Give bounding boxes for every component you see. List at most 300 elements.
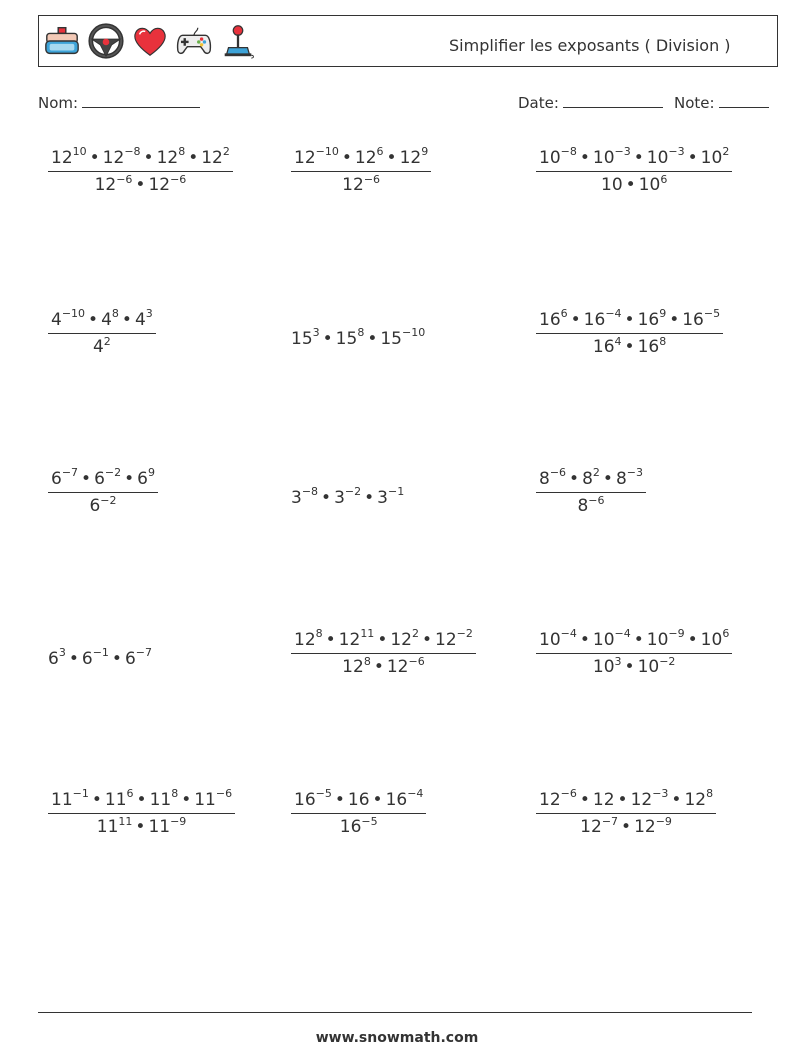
multiply-dot: •	[322, 328, 333, 349]
exponent: 6	[660, 172, 668, 186]
exponent: 4	[614, 334, 622, 348]
exponent: −2	[100, 493, 117, 507]
base: 11	[104, 789, 127, 810]
multiply-dot: •	[617, 789, 628, 810]
power-term	[539, 145, 577, 168]
multiply-dot: •	[602, 468, 613, 489]
power-term	[615, 466, 643, 489]
header-icons	[43, 22, 257, 60]
exponent: 9	[147, 466, 155, 479]
power-term	[637, 654, 676, 678]
base: 10	[646, 629, 669, 650]
base: 12	[102, 147, 125, 168]
base: 11	[149, 789, 172, 810]
numerator	[536, 467, 646, 493]
base: 10	[700, 629, 723, 650]
score-label: Note:	[674, 94, 715, 112]
power-term	[148, 172, 187, 196]
power-term	[634, 814, 672, 838]
base: 8	[582, 468, 593, 489]
multiply-dot: •	[569, 468, 580, 489]
power-term	[592, 654, 622, 678]
exponent: −4	[560, 627, 577, 640]
numerator	[291, 146, 431, 172]
base: 16	[637, 337, 660, 358]
multiply-dot: •	[579, 147, 590, 168]
footer-site: www.snowmath.com	[315, 1030, 479, 1046]
exponent: 10	[72, 145, 87, 158]
problem-6	[536, 308, 723, 357]
steering-wheel-icon	[87, 22, 125, 60]
power-term	[137, 466, 155, 489]
exponent: 8	[357, 326, 365, 339]
power-term	[294, 627, 323, 650]
exponent: 8	[171, 787, 179, 800]
power-term	[335, 326, 365, 349]
exponent: −10	[401, 326, 426, 339]
multiply-dot: •	[367, 328, 378, 349]
name-blank[interactable]	[82, 107, 200, 108]
exponent: −2	[456, 627, 473, 640]
problem-14	[291, 788, 426, 837]
exponent: 11	[360, 627, 375, 640]
exponent: −9	[655, 814, 672, 828]
base: 12	[338, 629, 361, 650]
problem-5	[291, 328, 425, 348]
power-term	[291, 485, 319, 508]
power-term	[51, 307, 86, 330]
base: 3	[377, 487, 388, 508]
numerator	[291, 628, 476, 654]
power-term	[48, 646, 66, 669]
multiply-dot: •	[364, 487, 375, 508]
problem-1	[48, 146, 233, 195]
multiply-dot: •	[579, 629, 590, 650]
numerator	[536, 308, 723, 334]
fraction	[48, 308, 156, 357]
base: 10	[592, 657, 615, 678]
date-blank[interactable]	[563, 107, 663, 108]
power-term	[577, 493, 605, 517]
multiply-dot: •	[687, 629, 698, 650]
power-term	[638, 172, 668, 196]
base: 16	[682, 309, 704, 330]
problem-11	[291, 628, 476, 677]
base: 12	[342, 175, 364, 196]
numerator	[536, 628, 732, 654]
footer-divider	[38, 1012, 752, 1013]
base: 10	[601, 175, 623, 196]
exponent: −8	[560, 145, 577, 158]
fraction	[48, 467, 158, 516]
multiply-dot: •	[136, 789, 147, 810]
numerator	[48, 146, 233, 172]
multiply-dot: •	[188, 147, 199, 168]
exponent: −6	[116, 172, 133, 186]
multiply-dot: •	[671, 789, 682, 810]
multiply-dot: •	[143, 147, 154, 168]
base: 16	[385, 789, 408, 810]
multiply-dot: •	[372, 789, 383, 810]
gamepad-icon	[175, 22, 213, 60]
power-term	[593, 790, 615, 810]
power-term	[92, 334, 111, 358]
power-term	[539, 466, 567, 489]
exponent: −5	[703, 307, 721, 320]
exponent: −6	[408, 654, 425, 668]
power-term	[646, 627, 685, 650]
problem-2	[291, 146, 431, 195]
base: 12	[580, 817, 602, 838]
denominator	[48, 814, 235, 838]
exponent: −4	[614, 627, 631, 640]
base: 4	[51, 309, 62, 330]
denominator	[536, 493, 646, 517]
power-term	[89, 493, 117, 517]
multiply-dot: •	[111, 648, 122, 669]
date-label: Date:	[518, 94, 559, 112]
power-term	[682, 307, 721, 330]
exponent: −7	[61, 466, 79, 479]
heart-icon	[131, 22, 169, 60]
multiply-dot: •	[687, 147, 698, 168]
exponent: −6	[588, 493, 605, 507]
power-term	[646, 145, 685, 168]
base: 10	[539, 147, 561, 168]
denominator	[48, 334, 156, 358]
numerator	[48, 467, 158, 493]
multiply-dot: •	[377, 629, 388, 650]
denominator	[48, 493, 158, 517]
multiply-dot: •	[181, 789, 192, 810]
base: 12	[342, 657, 364, 678]
fraction	[536, 467, 646, 516]
multiply-dot: •	[624, 309, 635, 330]
fraction	[536, 146, 732, 195]
fraction	[536, 628, 732, 677]
problem-10	[48, 648, 152, 668]
problem-7	[48, 467, 158, 516]
base: 10	[539, 629, 561, 650]
base: 16	[592, 337, 615, 358]
power-term	[148, 814, 187, 838]
exponent: −9	[668, 627, 685, 640]
power-term	[435, 627, 473, 650]
multiply-dot: •	[334, 789, 345, 810]
base: 3	[291, 487, 302, 508]
base: 12	[592, 789, 615, 810]
power-term	[201, 145, 230, 168]
power-term	[399, 145, 429, 168]
multiply-dot: •	[88, 309, 99, 330]
base: 15	[291, 328, 313, 349]
problem-9	[536, 467, 646, 516]
problem-13	[48, 788, 235, 837]
power-term	[385, 787, 424, 810]
base: 12	[156, 147, 179, 168]
base: 12	[539, 789, 561, 810]
base: 6	[51, 468, 62, 489]
exponent: 3	[58, 646, 66, 659]
exponent: −8	[124, 145, 141, 158]
base: 12	[354, 147, 377, 168]
power-term	[104, 787, 134, 810]
base: 6	[48, 648, 59, 669]
numerator	[48, 788, 235, 814]
exponent: −10	[61, 307, 86, 320]
exponent: −2	[659, 654, 676, 668]
denominator	[291, 814, 426, 838]
exponent: 3	[614, 654, 622, 668]
multiply-dot: •	[373, 657, 384, 678]
power-term	[630, 787, 669, 810]
power-term	[291, 326, 320, 349]
multiply-dot: •	[321, 487, 332, 508]
exponent: −7	[135, 646, 152, 659]
power-term	[354, 145, 384, 168]
numerator	[536, 788, 716, 814]
problem-15	[536, 788, 716, 837]
power-term	[539, 627, 577, 650]
denominator	[536, 334, 723, 358]
power-term	[386, 654, 425, 678]
exponent: 8	[315, 627, 323, 640]
base: 12	[51, 147, 73, 168]
base: 11	[148, 817, 171, 838]
multiply-dot: •	[386, 147, 397, 168]
exponent: 9	[421, 145, 429, 158]
power-term	[51, 466, 79, 489]
denominator	[536, 814, 716, 838]
power-term	[94, 466, 122, 489]
base: 12	[94, 175, 117, 196]
power-term	[592, 145, 631, 168]
power-term	[583, 307, 622, 330]
score-blank[interactable]	[719, 107, 769, 108]
exponent: 8	[363, 654, 371, 668]
power-term	[601, 175, 623, 195]
denominator	[48, 172, 233, 196]
name-field[interactable]	[38, 94, 200, 112]
base: 12	[294, 147, 316, 168]
exponent: 2	[222, 145, 230, 158]
exponent: −7	[601, 814, 619, 828]
exponent: −5	[315, 787, 332, 800]
power-term	[149, 787, 179, 810]
exponent: −4	[605, 307, 622, 320]
power-term	[342, 172, 381, 196]
vr-headset-icon	[43, 22, 81, 60]
base: 16	[294, 789, 316, 810]
base: 6	[94, 468, 105, 489]
exponent: −1	[92, 646, 109, 659]
base: 10	[700, 147, 723, 168]
base: 4	[134, 309, 146, 330]
base: 12	[399, 147, 422, 168]
problem-4	[48, 308, 156, 357]
exponent: 8	[659, 334, 667, 348]
power-term	[592, 627, 631, 650]
exponent: −4	[407, 787, 424, 800]
denominator	[536, 172, 732, 196]
multiply-dot: •	[121, 309, 132, 330]
fraction	[48, 146, 233, 195]
base: 16	[583, 309, 606, 330]
exponent: −6	[215, 787, 233, 800]
exponent: 8	[706, 787, 714, 800]
multiply-dot: •	[135, 175, 146, 196]
base: 16	[347, 789, 370, 810]
multiply-dot: •	[633, 629, 644, 650]
power-term	[51, 787, 89, 810]
multiply-dot: •	[325, 629, 336, 650]
fraction	[536, 308, 723, 357]
multiply-dot: •	[68, 648, 79, 669]
power-term	[342, 654, 371, 678]
power-term	[539, 787, 577, 810]
multiply-dot: •	[624, 657, 635, 678]
base: 8	[539, 468, 550, 489]
exponent: 8	[111, 307, 119, 320]
power-term	[380, 326, 426, 349]
base: 12	[634, 817, 656, 838]
exponent: 8	[178, 145, 186, 158]
power-term	[334, 485, 362, 508]
fraction	[291, 788, 426, 837]
exponent: 11	[118, 814, 133, 828]
base: 15	[380, 328, 402, 349]
multiply-dot: •	[135, 817, 146, 838]
power-term	[134, 307, 153, 330]
fraction	[536, 788, 716, 837]
base: 16	[637, 309, 660, 330]
power-term	[339, 814, 378, 838]
fraction	[291, 628, 476, 677]
base: 10	[646, 147, 669, 168]
base: 8	[615, 468, 627, 489]
power-term	[101, 307, 119, 330]
base: 12	[435, 629, 457, 650]
exponent: 2	[103, 334, 111, 348]
power-term	[580, 814, 619, 838]
exponent: −3	[668, 145, 685, 158]
multiply-dot: •	[621, 817, 632, 838]
power-term	[684, 787, 714, 810]
multiply-dot: •	[633, 147, 644, 168]
exponent: −3	[626, 466, 643, 479]
power-term	[338, 627, 375, 650]
exponent: −3	[614, 145, 631, 158]
exponent: 2	[722, 145, 730, 158]
exponent: −1	[72, 787, 89, 800]
power-term	[81, 646, 109, 669]
power-term	[592, 334, 622, 358]
exponent: 3	[145, 307, 153, 320]
base: 3	[334, 487, 345, 508]
base: 11	[194, 789, 216, 810]
base: 16	[339, 817, 362, 838]
base: 11	[96, 817, 119, 838]
power-term	[96, 814, 133, 838]
header-box	[38, 15, 778, 67]
multiply-dot: •	[570, 309, 581, 330]
exponent: −6	[170, 172, 187, 186]
exponent: −2	[344, 485, 362, 498]
exponent: 6	[722, 627, 730, 640]
base: 16	[539, 309, 561, 330]
exponent: −6	[560, 787, 577, 800]
exponent: 6	[376, 145, 384, 158]
base: 10	[592, 629, 615, 650]
base: 12	[684, 789, 707, 810]
base: 10	[638, 175, 661, 196]
fraction	[48, 788, 235, 837]
multiply-dot: •	[669, 309, 680, 330]
power-term	[700, 627, 730, 650]
date-field[interactable]	[518, 94, 663, 112]
name-label: Nom:	[38, 94, 79, 112]
base: 12	[148, 175, 171, 196]
exponent: −3	[652, 787, 669, 800]
exponent: −6	[549, 466, 567, 479]
denominator	[536, 654, 732, 678]
exponent: 9	[659, 307, 667, 320]
exponent: 3	[312, 326, 320, 339]
multiply-dot: •	[91, 789, 102, 810]
power-term	[294, 787, 332, 810]
power-term	[194, 787, 233, 810]
multiply-dot: •	[89, 147, 100, 168]
multiply-dot: •	[579, 789, 590, 810]
power-term	[637, 334, 667, 358]
base: 4	[101, 309, 112, 330]
base: 4	[92, 337, 104, 358]
exponent: 6	[560, 307, 568, 320]
multiply-dot: •	[624, 337, 635, 358]
base: 12	[630, 789, 653, 810]
base: 6	[89, 496, 101, 517]
problem-8	[291, 487, 404, 507]
power-term	[294, 145, 339, 168]
base: 10	[637, 657, 660, 678]
power-term	[539, 307, 568, 330]
base: 10	[592, 147, 615, 168]
score-field[interactable]	[674, 94, 769, 112]
base: 6	[81, 648, 93, 669]
power-term	[637, 307, 667, 330]
exponent: −2	[104, 466, 122, 479]
power-term	[348, 790, 370, 810]
base: 8	[577, 496, 589, 517]
power-term	[102, 145, 141, 168]
base: 12	[294, 629, 316, 650]
base: 6	[124, 648, 136, 669]
multiply-dot: •	[81, 468, 92, 489]
power-term	[582, 466, 600, 489]
multiply-dot: •	[124, 468, 135, 489]
exponent: −6	[363, 172, 381, 186]
base: 6	[137, 468, 148, 489]
power-term	[700, 145, 730, 168]
power-term	[94, 172, 133, 196]
exponent: −1	[387, 485, 405, 498]
exponent: −10	[315, 145, 339, 158]
base: 11	[51, 789, 73, 810]
multiply-dot: •	[625, 175, 636, 196]
numerator	[291, 788, 426, 814]
power-term	[377, 485, 405, 508]
base: 12	[386, 657, 409, 678]
